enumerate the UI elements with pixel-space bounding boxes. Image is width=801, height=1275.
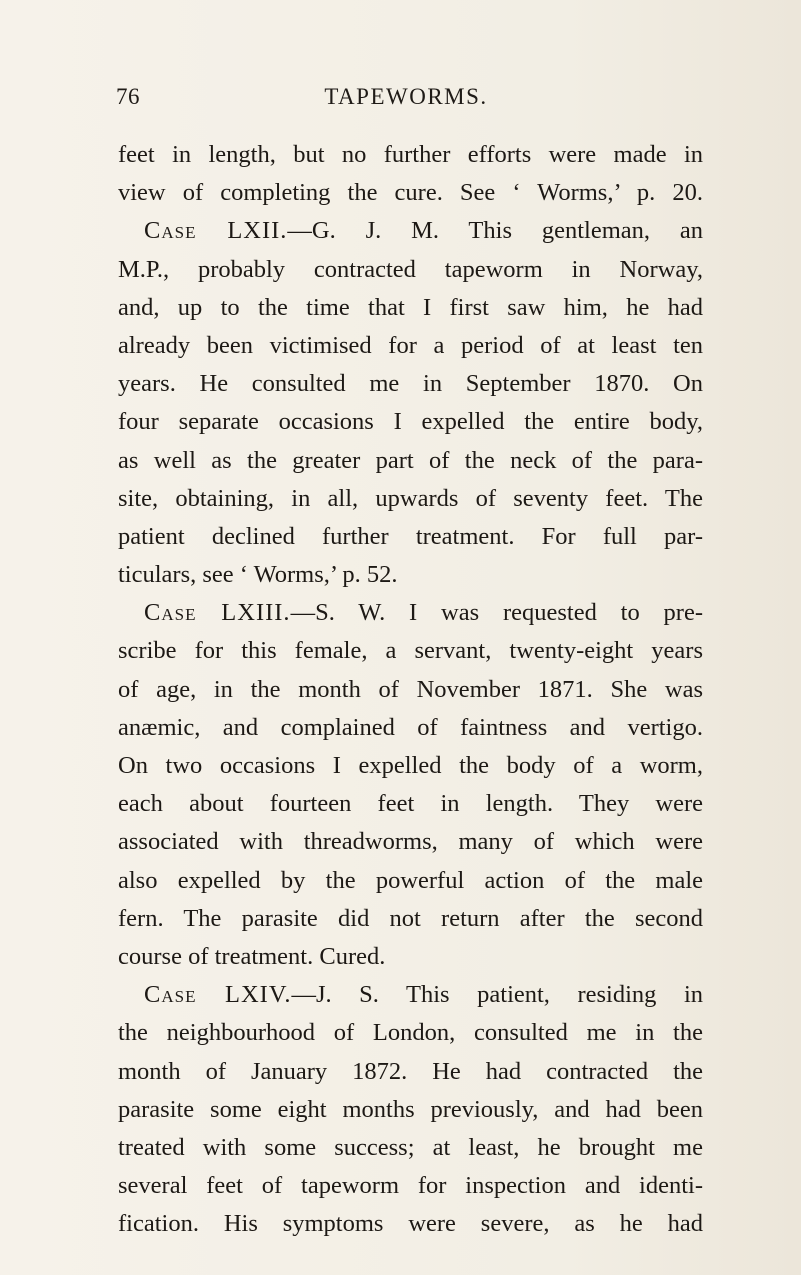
text-line (118, 900, 703, 938)
line-text: course of treatment. Cured. (118, 942, 386, 970)
text-line (118, 518, 703, 556)
body-text (118, 136, 703, 1243)
text-line (118, 976, 703, 1014)
line-text: —S. W. I was requested to pre- (290, 599, 703, 627)
line-text: feet in length, but no further efforts were made in (118, 141, 703, 168)
line-text: site, obtaining, in all, upwards of seventy feet. The (118, 484, 703, 512)
text-line (118, 785, 703, 823)
text-line (118, 212, 703, 250)
text-line (118, 442, 703, 480)
text-line (118, 632, 703, 670)
line-text: month of January 1872. He had contracted the (118, 1057, 703, 1085)
line-text: On two occasions I expelled the body of a worm, (118, 752, 703, 779)
text-line (118, 289, 703, 327)
text-line (118, 327, 703, 365)
text-line (118, 1205, 703, 1243)
text-line (118, 823, 703, 861)
text-line (118, 709, 703, 747)
line-text: fication. His symptoms were severe, as he had (118, 1210, 703, 1238)
line-text: associated with threadworms, many of which were (118, 828, 703, 856)
case-heading: Case LXIII. (144, 599, 291, 627)
text-line (118, 938, 703, 976)
text-line (118, 1091, 703, 1129)
page-header (116, 84, 696, 112)
line-text: already been victimised for a period of at least ten (118, 331, 703, 359)
text-line (118, 1053, 703, 1091)
text-line (118, 403, 703, 441)
line-text: of age, in the month of November 1871. She was (118, 675, 703, 703)
text-line (118, 251, 703, 289)
text-line (118, 862, 703, 900)
text-line (118, 671, 703, 709)
text-line (118, 365, 703, 403)
text-line (118, 747, 703, 785)
line-text: —J. S. This patient, residing in (291, 981, 703, 1009)
page-number: 76 (116, 84, 140, 109)
line-text: four separate occasions I expelled the entire body, (118, 408, 703, 436)
text-line (118, 594, 703, 632)
line-text: fern. The parasite did not return after the second (118, 904, 703, 932)
line-text: —G. J. M. This gentleman, an (287, 217, 703, 245)
line-text: view of completing the cure. See ‘ Worms,’ p. 20. (118, 179, 703, 207)
line-text: years. He consulted me in September 1870. On (118, 370, 703, 398)
line-text: several feet of tapeworm for inspection and identi- (118, 1172, 703, 1200)
line-text: and, up to the time that I first saw him, he had (118, 293, 703, 321)
text-line (118, 1014, 703, 1052)
line-text: treated with some success; at least, he brought me (118, 1133, 703, 1161)
text-line (118, 1167, 703, 1205)
text-line (118, 1129, 703, 1167)
case-heading: Case LXIV. (144, 981, 292, 1009)
line-text: each about fourteen feet in length. They were (118, 790, 703, 818)
line-text: scribe for this female, a servant, twenty-eight years (118, 637, 703, 665)
line-text: anæmic, and complained of faintness and vertigo. (118, 713, 703, 741)
line-text: patient declined further treatment. For full par- (118, 522, 703, 550)
running-head: TAPEWORMS. (324, 84, 488, 109)
text-line (118, 174, 703, 212)
line-text: as well as the greater part of the neck of the para- (118, 446, 703, 474)
text-line (118, 556, 703, 594)
line-text: the neighbourhood of London, consulted me in the (118, 1019, 703, 1047)
case-heading: Case LXII. (144, 217, 288, 245)
text-line (118, 136, 703, 174)
line-text: parasite some eight months previously, and had been (118, 1095, 703, 1123)
line-text: M.P., probably contracted tapeworm in Norway, (118, 255, 703, 283)
text-line (118, 480, 703, 518)
line-text: ticulars, see ‘ Worms,’ p. 52. (118, 561, 398, 589)
line-text: also expelled by the powerful action of the male (118, 866, 703, 894)
